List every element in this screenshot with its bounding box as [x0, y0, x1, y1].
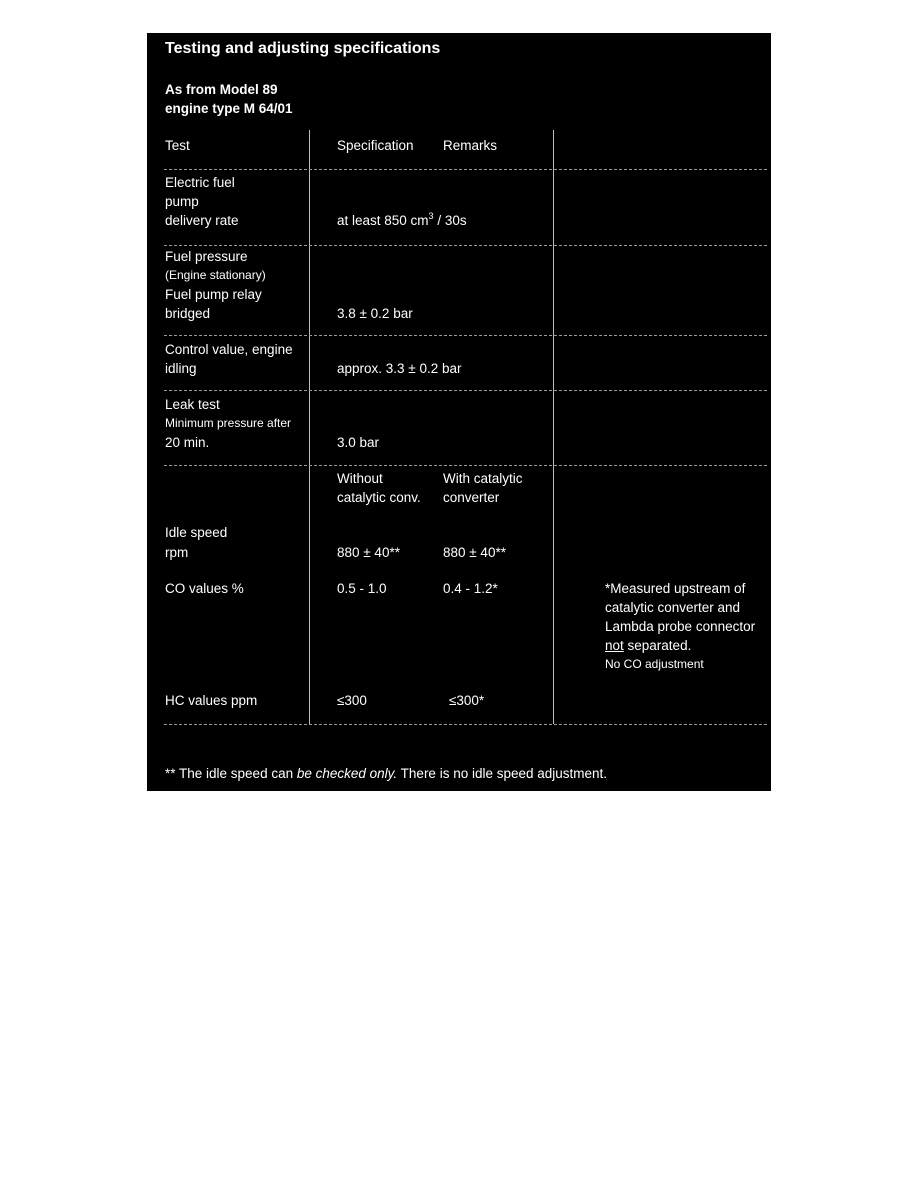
- row-divider: [164, 245, 767, 246]
- co-values-without: 0.5 - 1.0: [337, 581, 387, 596]
- row-divider: [164, 390, 767, 391]
- control-value-spec: approx. 3.3 ± 0.2 bar: [337, 361, 462, 376]
- column-header-test: Test: [165, 138, 190, 153]
- control-value-label-1: Control value, engine: [165, 342, 293, 357]
- co-values-with: 0.4 - 1.2*: [443, 581, 498, 596]
- row-divider: [164, 335, 767, 336]
- column-divider-remarks: [553, 130, 554, 724]
- with-catalytic-header-1: With catalytic: [443, 471, 523, 486]
- engine-type-line: engine type M 64/01: [165, 101, 293, 116]
- co-remark-2: catalytic converter and: [605, 600, 741, 615]
- with-catalytic-header-2: converter: [443, 490, 500, 505]
- fuel-pump-spec: at least 850 $cm^3 / 30s$: [337, 211, 467, 228]
- column-divider-test: [309, 130, 310, 724]
- leak-test-spec: 3.0 bar: [337, 435, 380, 450]
- page-title: Testing and adjusting specifications: [165, 40, 441, 57]
- fuel-pressure-label-2: (Engine stationary): [165, 268, 266, 282]
- leak-test-label-1: Leak test: [165, 397, 220, 412]
- row-divider: [164, 169, 767, 170]
- leak-test-label-2: Minimum pressure after: [165, 416, 292, 430]
- column-header-specification: Specification: [337, 138, 414, 153]
- model-line: As from Model 89: [165, 82, 278, 97]
- co-remark-5: No CO adjustment: [605, 657, 704, 671]
- without-catalytic-header-2: catalytic conv.: [337, 490, 421, 505]
- fuel-pump-label-2: pump: [165, 194, 199, 209]
- idle-speed-without: 880 ± 40**: [337, 545, 400, 560]
- idle-speed-label-2: rpm: [165, 545, 189, 560]
- fuel-pressure-label-1: Fuel pressure: [165, 249, 248, 264]
- idle-speed-with: 880 ± 40**: [443, 545, 506, 560]
- fuel-pump-label-1: Electric fuel: [165, 175, 235, 190]
- leak-test-label-3: 20 min.: [165, 435, 210, 450]
- co-values-label: CO values %: [165, 581, 244, 596]
- footnote: ** The idle speed can be checked only. There is no idle speed adjustment.: [165, 766, 608, 781]
- co-remark-4: not separated.: [605, 638, 692, 653]
- hc-values-with: ≤300*: [449, 693, 485, 708]
- hc-values-without: ≤300: [337, 693, 367, 708]
- column-header-remarks: Remarks: [443, 138, 498, 153]
- row-divider: [164, 724, 767, 725]
- spec-document: [147, 33, 771, 791]
- fuel-pressure-label-3: Fuel pump relay: [165, 287, 262, 302]
- fuel-pressure-label-4: bridged: [165, 306, 211, 321]
- row-divider: [164, 465, 767, 466]
- idle-speed-label-1: Idle speed: [165, 525, 228, 540]
- fuel-pressure-spec: 3.8 ± 0.2 bar: [337, 306, 413, 321]
- fuel-pump-label-3: delivery rate: [165, 213, 239, 228]
- control-value-label-2: idling: [165, 361, 197, 376]
- co-remark-3: Lambda probe connector: [605, 619, 756, 634]
- without-catalytic-header-1: Without: [337, 471, 383, 486]
- hc-values-label: HC values ppm: [165, 693, 258, 708]
- co-remark-1: *Measured upstream of: [605, 581, 746, 596]
